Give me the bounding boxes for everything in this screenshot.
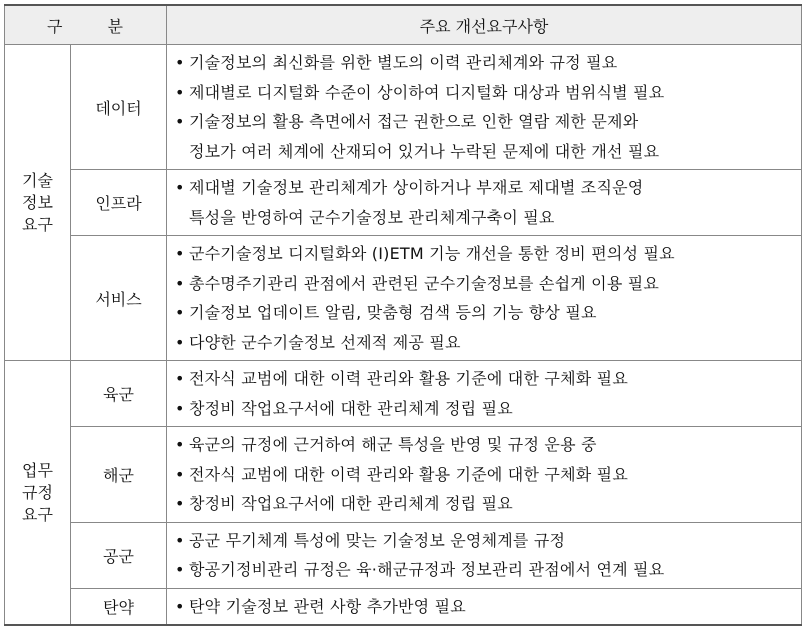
requirement-text: 기술정보 업데이트 알림, 맞춤형 검색 등의 기능 향상 필요 xyxy=(189,303,597,322)
group-label-line: 업무 xyxy=(22,460,53,480)
requirement-item xyxy=(175,328,795,358)
bullet-icon: • xyxy=(175,530,185,550)
requirements-cell xyxy=(167,361,802,427)
requirement-text: 창정비 작업요구서에 대한 관리체계 정립 필요 xyxy=(189,398,513,418)
requirement-text: 창정비 작업요구서에 대한 관리체계 정립 필요 xyxy=(189,494,513,513)
table-row xyxy=(5,427,802,523)
bullet-icon: • xyxy=(175,303,185,322)
requirement-item xyxy=(175,364,795,394)
category-label: 서비스 xyxy=(71,236,167,361)
requirements-table xyxy=(4,4,802,626)
requirement-text: 기술정보의 활용 측면에서 접근 권한으로 인한 열람 제한 문제와 xyxy=(189,112,639,131)
requirement-item xyxy=(175,555,795,585)
requirements-cell xyxy=(167,522,802,588)
bullet-icon: • xyxy=(175,464,185,484)
requirements-cell xyxy=(167,170,802,236)
requirement-item xyxy=(175,107,795,137)
requirement-item xyxy=(175,173,795,203)
requirement-item xyxy=(175,78,795,108)
category-label: 인프라 xyxy=(71,170,167,236)
category-label: 공군 xyxy=(71,522,167,588)
bullet-icon: • xyxy=(175,53,185,72)
group-label-line: 요구 xyxy=(22,504,53,524)
bullet-icon: • xyxy=(175,369,185,388)
bullet-icon: • xyxy=(175,178,185,197)
category-label: 탄약 xyxy=(71,588,167,625)
requirement-item xyxy=(175,269,795,299)
header-category: 구 분 xyxy=(5,5,167,45)
group-label-line: 정보 xyxy=(22,192,53,212)
table-header-row xyxy=(5,5,802,45)
requirement-item xyxy=(175,430,795,460)
category-label: 해군 xyxy=(71,427,167,523)
table-row xyxy=(5,236,802,361)
bullet-icon: • xyxy=(175,112,185,131)
table-row xyxy=(5,170,802,236)
requirement-item xyxy=(175,460,795,490)
requirement-text: 총수명주기관리 관점에서 관련된 군수기술정보를 손쉽게 이용 필요 xyxy=(189,273,660,293)
requirement-text: 제대별 기술정보 관리체계가 상이하거나 부재로 제대별 조직운영 xyxy=(189,178,644,197)
bullet-icon: • xyxy=(175,273,185,293)
table-row xyxy=(5,45,802,170)
group-label-line: 기술 xyxy=(22,170,53,190)
requirements-cell xyxy=(167,236,802,361)
requirement-text: 기술정보의 최신화를 위한 별도의 이력 관리체계와 규정 필요 xyxy=(189,53,618,72)
requirement-text-continued: 정보가 여러 체계에 산재되어 있거나 누락된 문제에 대한 개선 필요 xyxy=(189,141,660,161)
group-label-line: 규정 xyxy=(22,482,53,502)
bullet-icon: • xyxy=(175,435,185,454)
category-label: 육군 xyxy=(71,361,167,427)
requirement-text: 탄약 기술정보 관련 사항 추가반영 필요 xyxy=(189,596,466,616)
requirement-text: 군수기술정보 디지털화와 (I)ETM 기능 개선을 통한 정비 편의성 필요 xyxy=(189,244,675,263)
requirement-text: 제대별로 디지털화 수준이 상이하여 디지털화 대상과 범위식별 필요 xyxy=(189,82,665,102)
requirement-item xyxy=(175,48,795,78)
requirements-cell xyxy=(167,588,802,625)
requirement-item xyxy=(175,526,795,556)
header-requirements: 주요 개선요구사항 xyxy=(167,5,802,45)
requirement-text: 항공기정비관리 규정은 육·해군규정과 정보관리 관점에서 연계 필요 xyxy=(189,560,665,579)
requirement-text: 공군 무기체계 특성에 맞는 기술정보 운영체계를 규정 xyxy=(189,530,566,550)
group-label-line: 요구 xyxy=(22,214,53,234)
requirement-item xyxy=(175,489,795,519)
requirement-item xyxy=(175,239,795,269)
table-body xyxy=(5,45,802,626)
requirement-text-continued: 특성을 반영하여 군수기술정보 관리체계구축이 필요 xyxy=(189,207,555,227)
work-rule-group-label xyxy=(5,361,71,626)
requirements-cell xyxy=(167,427,802,523)
table-row xyxy=(5,522,802,588)
bullet-icon: • xyxy=(175,332,185,352)
bullet-icon: • xyxy=(175,494,185,513)
requirement-item xyxy=(175,394,795,424)
requirement-text: 전자식 교범에 대한 이력 관리와 활용 기준에 대한 구체화 필요 xyxy=(189,369,628,388)
requirement-item xyxy=(175,298,795,328)
tech-info-group-label xyxy=(5,45,71,361)
bullet-icon: • xyxy=(175,82,185,102)
bullet-icon: • xyxy=(175,596,185,616)
bullet-icon: • xyxy=(175,398,185,418)
requirement-text: 전자식 교범에 대한 이력 관리와 활용 기준에 대한 구체화 필요 xyxy=(189,464,628,484)
table-row xyxy=(5,588,802,625)
requirement-text: 육군의 규정에 근거하여 해군 특성을 반영 및 규정 운용 중 xyxy=(189,435,597,454)
bullet-icon: • xyxy=(175,244,185,263)
requirements-cell xyxy=(167,45,802,170)
table-row xyxy=(5,361,802,427)
requirement-item xyxy=(175,592,795,622)
requirement-text: 다양한 군수기술정보 선제적 제공 필요 xyxy=(189,332,461,352)
bullet-icon: • xyxy=(175,560,185,579)
category-label: 데이터 xyxy=(71,45,167,170)
